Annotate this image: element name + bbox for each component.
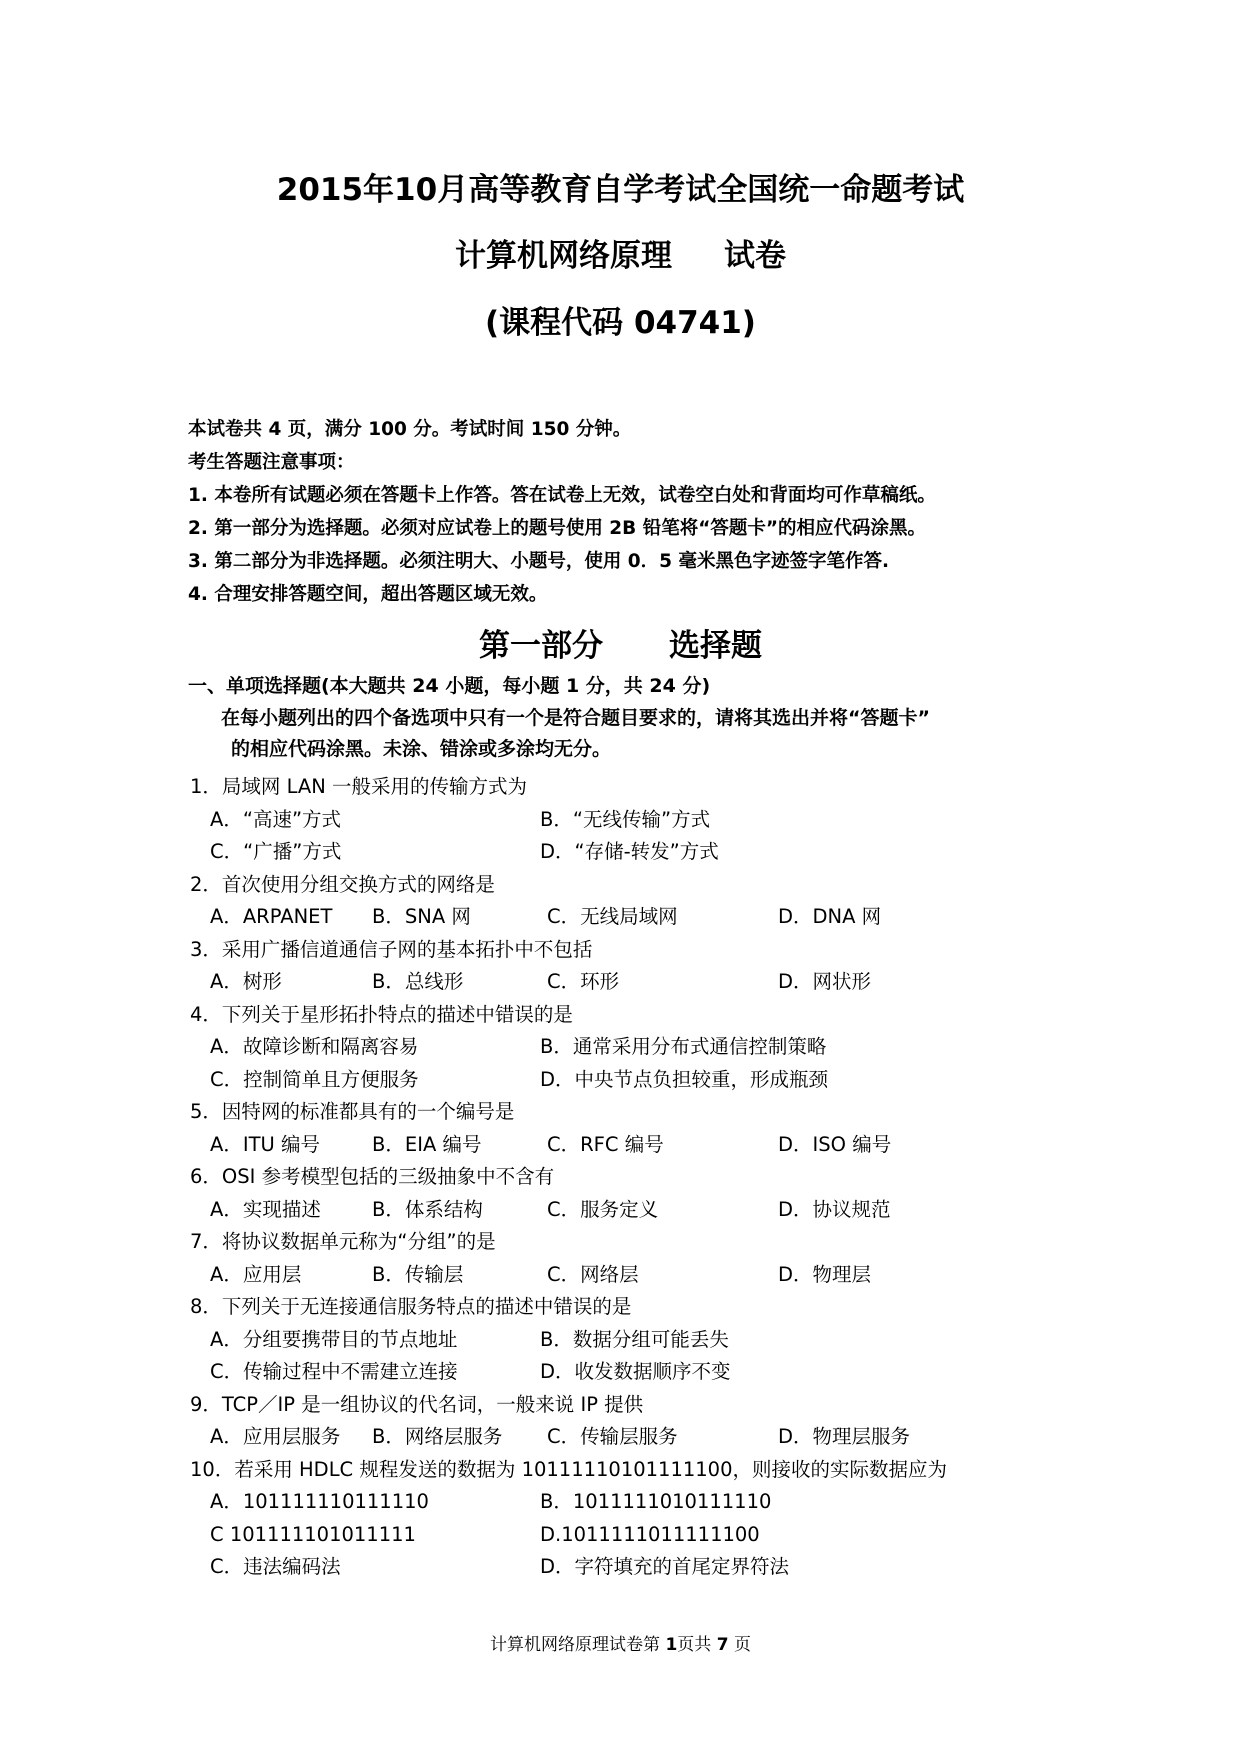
answer-option: A．ITU 编号	[210, 1132, 320, 1156]
answer-option: C．传输层服务	[547, 1425, 678, 1448]
answer-option: B．EIA 编号	[372, 1132, 482, 1156]
course-name: 计算机网络原理	[455, 238, 672, 274]
note-line: 2. 第一部分为选择题。必须对应试卷上的题号使用 2B 铅笔将“答题卡”的相应代码涂黑。	[188, 518, 927, 539]
answer-option: B．通常采用分布式通信控制策略	[540, 1035, 827, 1058]
answer-option: C．无线局域网	[547, 905, 678, 928]
instruction-line: 的相应代码涂黑。未涂、错涂或多涂均无分。	[231, 738, 612, 760]
answer-option: A．实现描述	[210, 1197, 321, 1221]
question-type-heading: 一、单项选择题(本大题共 24 小题，每小题 1 分，共 24 分)	[188, 675, 711, 697]
note-line: 4. 合理安排答题空间，超出答题区域无效。	[188, 584, 548, 605]
course-code: (课程代码 04741)	[485, 305, 756, 341]
question-list	[190, 771, 1090, 1584]
answer-option: A．分组要携带目的节点地址	[210, 1327, 458, 1351]
option-row	[190, 1064, 1090, 1097]
option-row	[190, 901, 1090, 934]
answer-option: D．ISO 编号	[778, 1132, 892, 1156]
question-stem: 7．将协议数据单元称为“分组”的是	[190, 1230, 496, 1253]
option-row	[190, 804, 1090, 837]
option-row	[190, 1324, 1090, 1357]
answer-option: A．应用层服务	[210, 1425, 341, 1448]
note-line: 考生答题注意事项：	[188, 452, 355, 473]
answer-option: D．DNA 网	[778, 905, 882, 928]
option-row	[190, 1259, 1090, 1292]
question-stem: 1．局域网 LAN 一般采用的传输方式为	[190, 775, 528, 798]
answer-option: B．传输层	[372, 1262, 464, 1286]
answer-option: C．传输过程中不需建立连接	[210, 1360, 458, 1383]
option-row	[190, 1031, 1090, 1064]
answer-option: D．协议规范	[778, 1197, 891, 1221]
option-row	[190, 1129, 1090, 1162]
answer-option: B．数据分组可能丢失	[540, 1327, 729, 1351]
answer-option: A．树形	[210, 970, 282, 993]
option-row	[190, 836, 1090, 869]
question-stem: 2．首次使用分组交换方式的网络是	[190, 872, 495, 896]
answer-option: B．体系结构	[372, 1197, 483, 1221]
answer-option: B．“无线传输”方式	[540, 807, 711, 831]
option-row	[190, 1486, 1090, 1519]
answer-option: B．1011111010111110	[540, 1490, 772, 1513]
answer-option: A．应用层	[210, 1262, 302, 1286]
answer-option: A．ARPANET	[210, 905, 333, 928]
footer-page-number: 1	[665, 1635, 678, 1655]
page-footer	[0, 1630, 1241, 1655]
answer-option: A．“高速”方式	[210, 807, 342, 831]
question-instructions	[188, 670, 1108, 765]
note-line: 1. 本卷所有试题必须在答题卡上作答。答在试卷上无效，试卷空白处和背面均可作草稿纸。	[188, 485, 936, 506]
option-row	[190, 1194, 1090, 1227]
footer-suffix: 页	[733, 1635, 751, 1655]
answer-option: D．物理层	[778, 1262, 872, 1286]
answer-option: A．101111110111110	[210, 1490, 429, 1513]
footer-middle: 页共	[677, 1635, 712, 1655]
course-title	[0, 230, 1241, 275]
question-stem: 10．若采用 HDLC 规程发送的数据为 10111110101111100，则接收的实际数据应为	[190, 1457, 947, 1481]
footer-prefix: 计算机网络原理试卷第	[490, 1635, 661, 1655]
section-name: 选择题	[669, 628, 762, 664]
answer-option: D．字符填充的首尾定界符法	[540, 1555, 790, 1578]
question-stem: 4．下列关于星形拓扑特点的描述中错误的是	[190, 1002, 573, 1026]
option-row	[190, 966, 1090, 999]
answer-option: D．中央节点负担较重，形成瓶颈	[540, 1067, 829, 1091]
question-stem: 9．TCP／IP 是一组协议的代名词，一般来说 IP 提供	[190, 1392, 644, 1416]
answer-option: D．物理层服务	[778, 1425, 911, 1448]
answer-option: C．“广播”方式	[210, 840, 342, 863]
answer-option: D．“存储-转发”方式	[540, 840, 719, 863]
answer-option: B．网络层服务	[372, 1425, 503, 1448]
answer-option: D.1011111011111100	[540, 1522, 760, 1546]
option-row	[190, 1519, 1090, 1552]
section-heading	[0, 620, 1241, 665]
answer-option: A．故障诊断和隔离容易	[210, 1035, 419, 1058]
answer-option: C．环形	[547, 970, 620, 993]
note-line: 3. 第二部分为非选择题。必须注明大、小题号，使用 0．5 毫米黑色字迹签字笔作答.	[188, 551, 889, 572]
question-stem: 6．OSI 参考模型包括的三级抽象中不含有	[190, 1165, 555, 1188]
answer-option: D．收发数据顺序不变	[540, 1360, 731, 1383]
section-part: 第一部分	[479, 628, 603, 664]
note-line: 本试卷共 4 页，满分 100 分。考试时间 150 分钟。	[188, 419, 632, 440]
answer-option: C 101111101011111	[210, 1522, 416, 1546]
paper-label: 试卷	[724, 238, 786, 274]
exam-title: 2015年10月高等教育自学考试全国统一命题考试	[276, 172, 965, 208]
option-row	[190, 1356, 1090, 1389]
footer-total-pages: 7	[716, 1635, 729, 1655]
answer-option: C．RFC 编号	[547, 1132, 664, 1156]
answer-option: B．总线形	[372, 970, 464, 993]
answer-option: C．违法编码法	[210, 1555, 341, 1578]
answer-option: D．网状形	[778, 970, 872, 993]
answer-option: C．控制简单且方便服务	[210, 1067, 419, 1091]
answer-option: C．网络层	[547, 1262, 639, 1286]
answer-option: B．SNA 网	[372, 905, 471, 928]
question-stem: 8．下列关于无连接通信服务特点的描述中错误的是	[190, 1295, 632, 1318]
exam-notes	[188, 413, 1088, 611]
question-stem: 5．因特网的标准都具有的一个编号是	[190, 1100, 515, 1123]
option-row	[190, 1421, 1090, 1454]
answer-option: C．服务定义	[547, 1197, 659, 1221]
question-stem: 3．采用广播信道通信子网的基本拓扑中不包括	[190, 937, 593, 961]
instruction-line: 在每小题列出的四个备选项中只有一个是符合题目要求的，请将其选出并将“答题卡”	[221, 707, 930, 729]
option-row	[190, 1551, 1090, 1584]
